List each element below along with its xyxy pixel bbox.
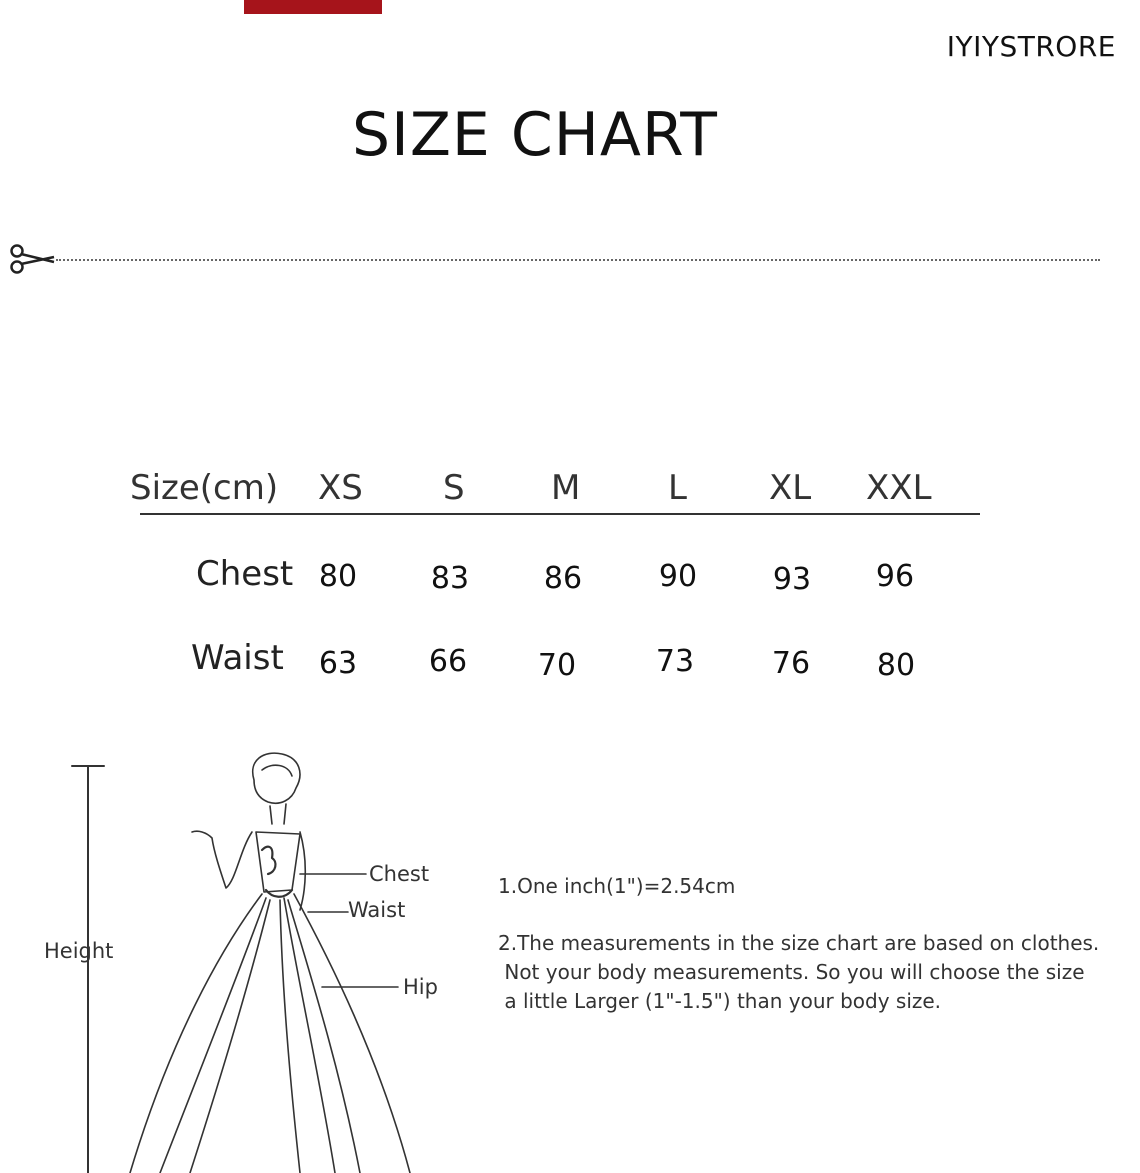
table-cell: 86	[543, 561, 583, 596]
note-measurements-line2: Not your body measurements. So you will choose the size	[498, 960, 1085, 984]
size-header-label: Size(cm)	[130, 468, 279, 508]
table-cell: 73	[655, 644, 695, 679]
note-measurements-line1: 2.The measurements in the size chart are based on clothes.	[498, 931, 1100, 955]
table-cell: 90	[658, 559, 698, 594]
label-waist: Waist	[348, 898, 406, 922]
note-measurements-line3: a little Larger (1"-1.5") than your body size.	[498, 989, 942, 1013]
label-chest: Chest	[369, 862, 430, 886]
table-cell: 63	[318, 646, 358, 681]
size-header-m: M	[551, 468, 581, 508]
scissors-icon	[8, 242, 56, 276]
table-cell: 83	[430, 561, 470, 596]
cut-line-divider	[56, 259, 1100, 261]
top-red-banner	[244, 0, 382, 14]
table-header-rule	[140, 513, 980, 515]
table-cell: 80	[876, 648, 916, 683]
label-height: Height	[44, 939, 114, 963]
brand-name: IYIYSTRORE	[946, 30, 1116, 63]
table-cell: 66	[428, 644, 468, 679]
table-cell: 80	[318, 559, 358, 594]
page-title: SIZE CHART	[352, 100, 718, 170]
note-conversion: 1.One inch(1")=2.54cm	[498, 874, 736, 898]
table-cell: 93	[772, 562, 812, 597]
size-header-xl: XL	[769, 468, 812, 508]
size-header-xxl: XXL	[866, 468, 932, 508]
size-header-l: L	[668, 468, 687, 508]
size-header-xs: XS	[318, 468, 363, 508]
table-cell: 96	[875, 559, 915, 594]
label-hip: Hip	[403, 975, 438, 999]
size-header-s: S	[443, 468, 465, 508]
row-label-waist: Waist	[191, 638, 284, 678]
row-label-chest: Chest	[196, 554, 294, 594]
table-cell: 76	[771, 646, 811, 681]
table-cell: 70	[537, 648, 577, 683]
